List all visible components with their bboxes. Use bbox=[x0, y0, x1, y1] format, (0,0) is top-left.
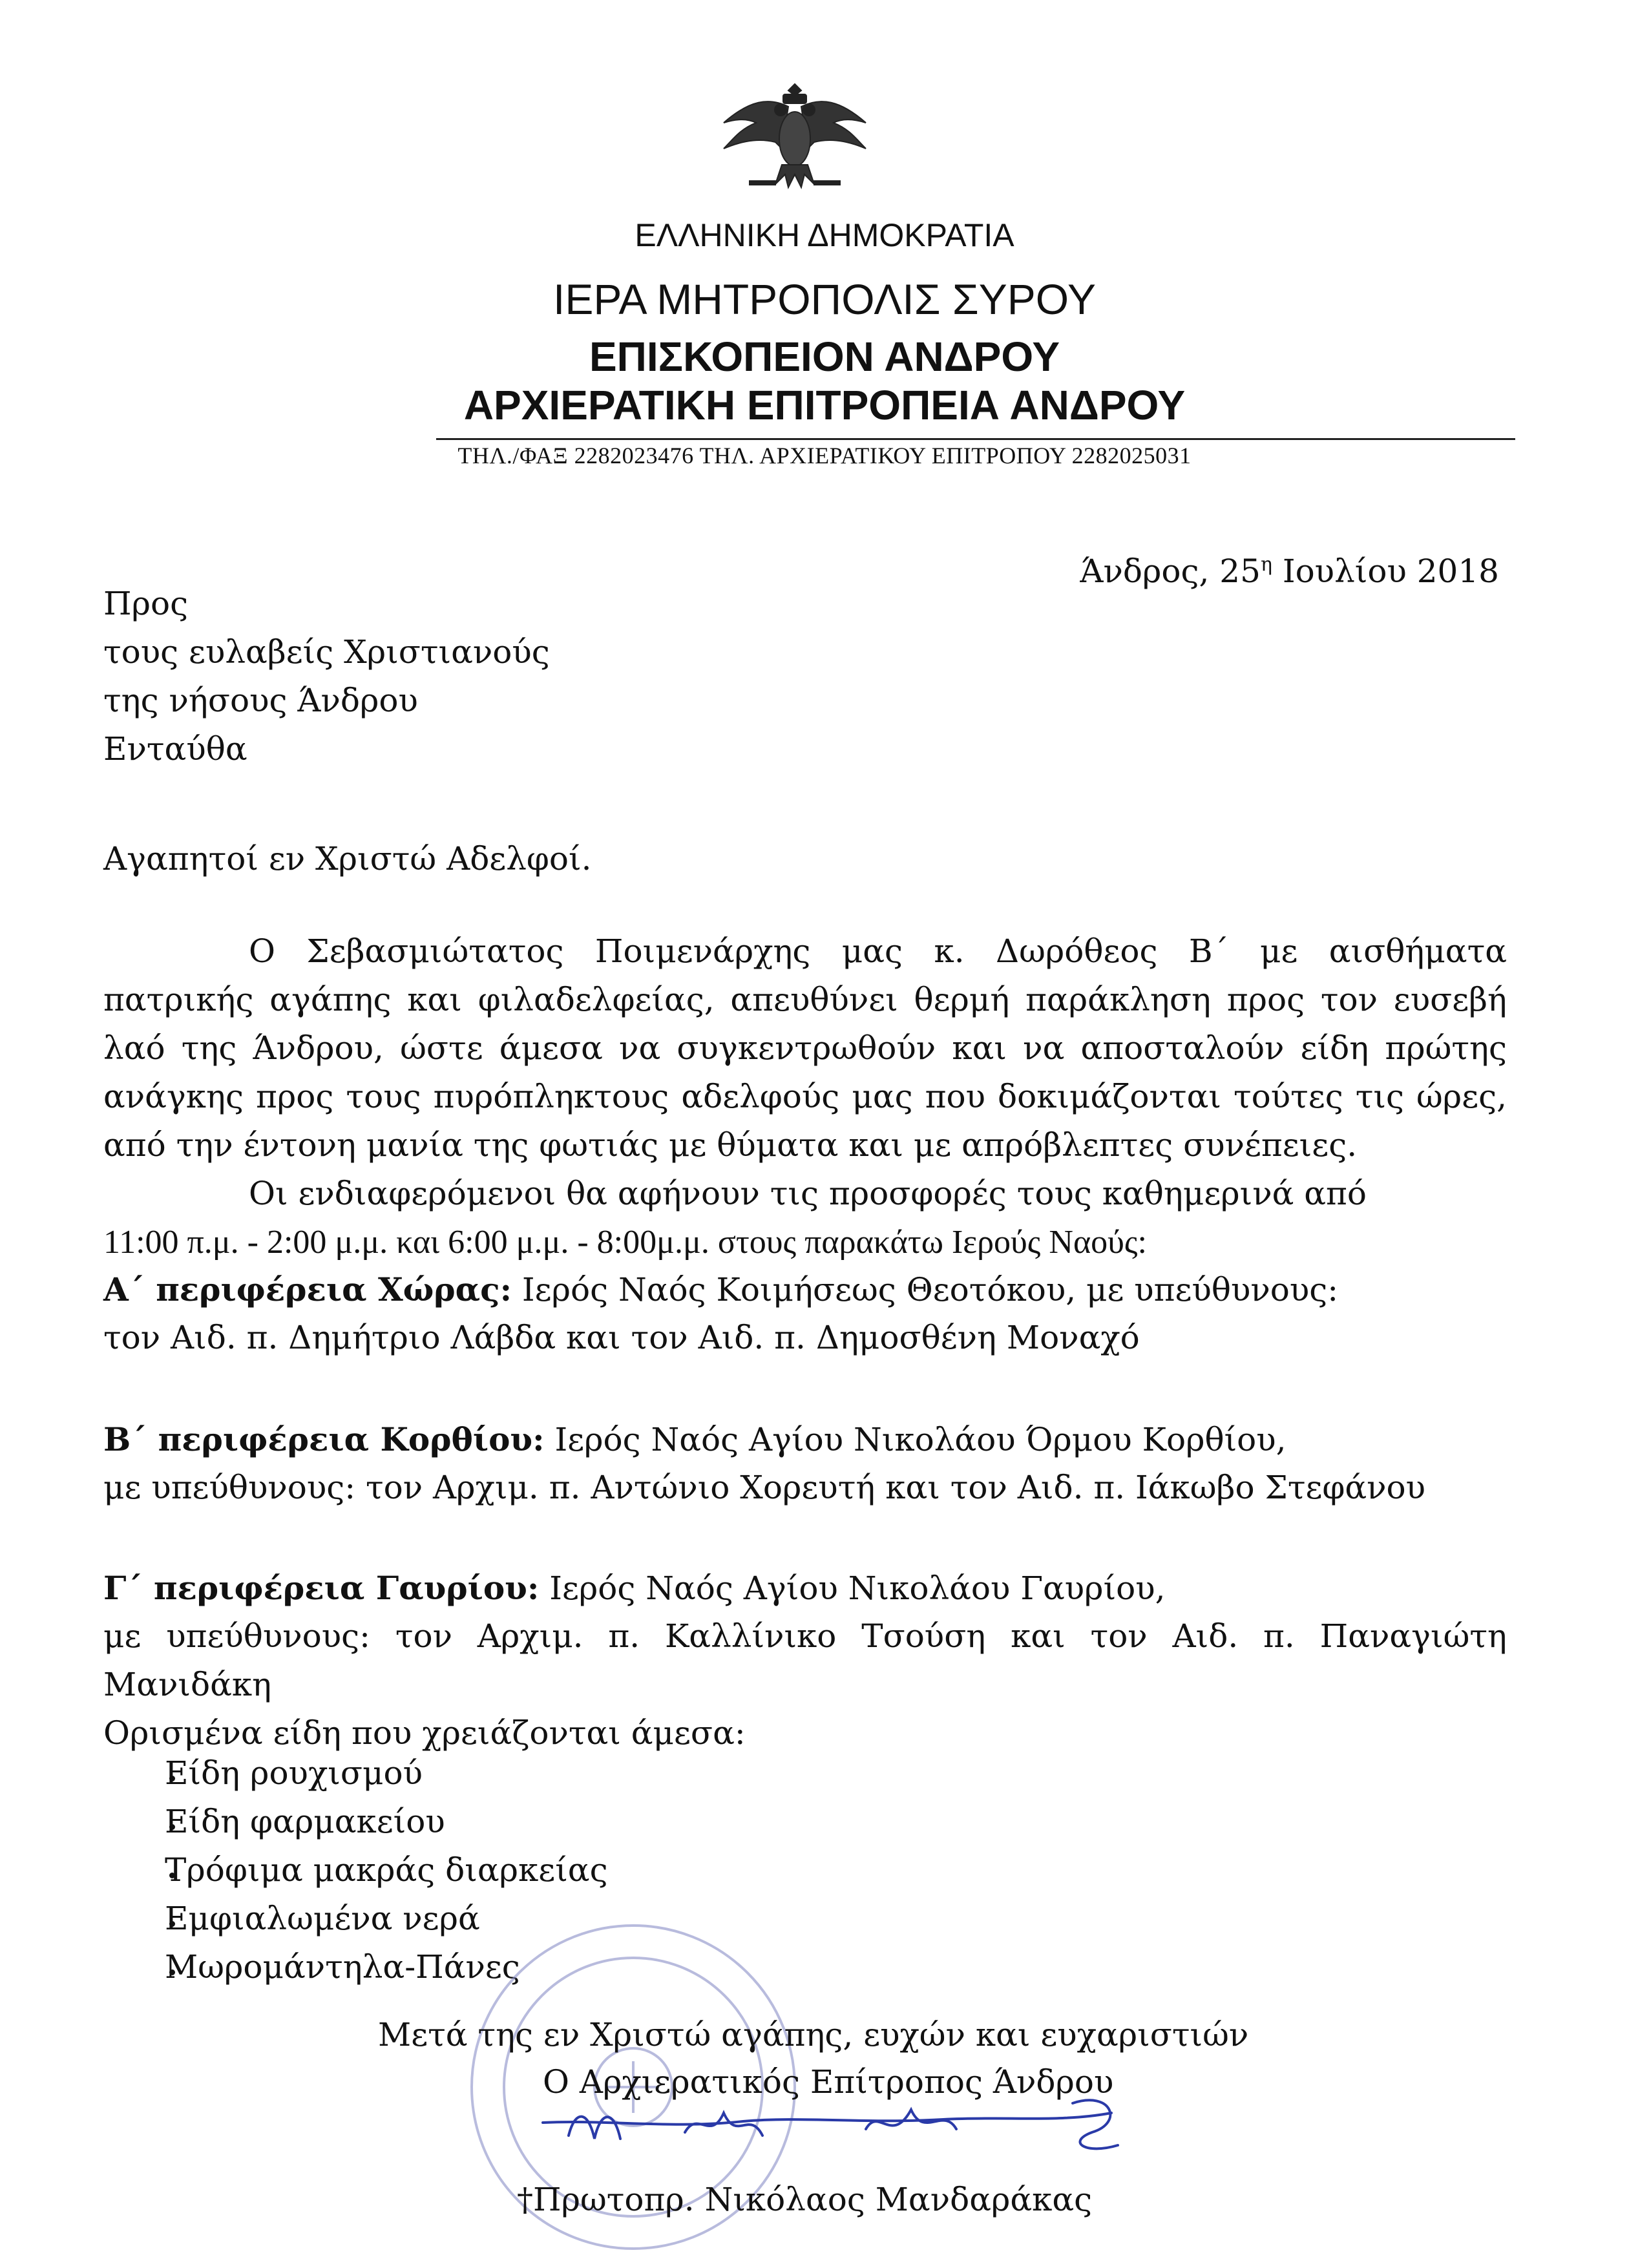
body-p2-line-1: Οι ενδιαφερόμενοι θα αφήνουν τις προσφορές τους καθημερινά από bbox=[249, 1175, 1367, 1212]
metropolis-heading: ΙΕΡΑ ΜΗΤΡΟΠΟΛΙΣ ΣΥΡΟΥ bbox=[553, 275, 1096, 323]
region-a-line-2: τον Αιδ. π. Δημήτριο Λάβδα και τον Αιδ. π. Δημοσθένη Μοναχό bbox=[103, 1319, 1140, 1356]
region-b-label: Β΄ περιφέρεια Κορθίου: bbox=[103, 1420, 545, 1458]
region-b-text: Ιερός Ναός Αγίου Νικολάου Όρμου Κορθίου, bbox=[544, 1421, 1287, 1458]
salutation: Αγαπητοί εν Χριστώ Αδελφοί. bbox=[103, 840, 592, 877]
letter-date bbox=[982, 552, 1499, 590]
body-p1-line-5: από την έντονη μανία της φωτιάς με θύματα και με απρόβλεπτες συνέπειες. bbox=[103, 1126, 1358, 1164]
needs-item: Εμφιαλωμένα νερά bbox=[165, 1900, 480, 1937]
region-b bbox=[103, 1415, 1507, 1464]
needs-item: Μωρομάντηλα-Πάνες bbox=[165, 1948, 520, 1986]
date-rest: Ιουλίου 2018 bbox=[1272, 552, 1499, 590]
signer-name: †Πρωτοπρ. Νικόλαος Μανδαράκας bbox=[517, 2181, 1093, 2218]
region-c bbox=[103, 1564, 1507, 1613]
date-place-day: Άνδρος, 25 bbox=[1080, 552, 1261, 590]
committee-heading: ΑΡΧΙΕΡΑΤΙΚΗ ΕΠΙΤΡΟΠΕΙΑ ΑΝΔΡΟΥ bbox=[463, 382, 1186, 428]
region-a bbox=[103, 1265, 1507, 1314]
needs-item: Είδη ρουχισμού bbox=[165, 1754, 423, 1792]
recipient-line-3: της νήσους Άνδρου bbox=[103, 682, 418, 719]
recipient-line-1: Προς bbox=[103, 585, 189, 622]
needs-item: Είδη φαρμακείου bbox=[165, 1803, 445, 1840]
body-p1-line-3: λαό της Άνδρου, ώστε άμεσα να συγκεντρωθούν και να αποσταλούν είδη πρώτης bbox=[103, 1029, 1507, 1067]
body-p2-line-2: 11:00 π.μ. - 2:00 μ.μ. και 6:00 μ.μ. - 8:00μ.μ. στους παρακάτω Ιερούς Ναούς: bbox=[103, 1224, 1147, 1261]
body-p1-line-4: ανάγκης προς τους πυρόπληκτους αδελφούς μας που δοκιμάζονται τούτες τις ώρες, bbox=[103, 1078, 1507, 1115]
region-a-label: Α΄ περιφέρεια Χώρας: bbox=[103, 1270, 512, 1308]
bishopric-heading: ΕΠΙΣΚΟΠΕΙΟΝ ΑΝΔΡΟΥ bbox=[589, 333, 1060, 380]
double-headed-eagle-emblem-icon bbox=[711, 78, 879, 200]
country-heading: ΕΛΛΗΝΙΚΗ ΔΗΜΟΚΡΑΤΙΑ bbox=[635, 217, 1014, 253]
recipient-line-2: τους ευλαβείς Χριστιανούς bbox=[103, 633, 550, 671]
closing-line-1: Μετά της εν Χριστώ αγάπης, ευχών και ευχαριστιών bbox=[378, 2016, 1249, 2053]
needs-item: Τρόφιμα μακράς διαρκείας bbox=[165, 1851, 608, 1889]
region-c-label: Γ΄ περιφέρεια Γαυρίου: bbox=[103, 1569, 540, 1607]
recipient-line-4: Ενταύθα bbox=[103, 730, 247, 768]
region-c-text: Ιερός Ναός Αγίου Νικολάου Γαυρίου, bbox=[539, 1570, 1166, 1607]
region-a-text: Ιερός Ναός Κοιμήσεως Θεοτόκου, με υπεύθυνους: bbox=[512, 1271, 1339, 1308]
region-c-line-2: με υπεύθυνους: τον Αρχιμ. π. Καλλίνικο Τσούση και τον Αιδ. π. Παναγιώτη bbox=[103, 1617, 1507, 1655]
body-p1-line-2: πατρικής αγάπης και φιλαδελφείας, απευθύνει θερμή παράκληση προς τον ευσεβή bbox=[103, 981, 1507, 1018]
date-day-suffix: η bbox=[1260, 553, 1272, 576]
body-p1-line-1: Ο Σεβασμιώτατος Ποιμενάρχης μας κ. Δωρόθεος Β΄ με αισθήματα bbox=[249, 932, 1507, 970]
handwritten-signature-icon bbox=[530, 2084, 1144, 2161]
region-b-line-2: με υπεύθυνους: τον Αρχιμ. π. Αντώνιο Χορευτή και τον Αιδ. π. Ιάκωβο Στεφάνου bbox=[103, 1469, 1426, 1506]
region-c-line-3: Μανιδάκη bbox=[103, 1666, 272, 1703]
header-divider bbox=[436, 438, 1515, 440]
contact-phones: ΤΗΛ./ΦΑΞ 2282023476 ΤΗΛ. ΑΡΧΙΕΡΑΤΙΚΟΥ ΕΠΙΤΡΟΠΟΥ 2282025031 bbox=[457, 443, 1192, 468]
closing-line-2: Ο Αρχιερατικός Επίτροπος Άνδρου bbox=[543, 2063, 1114, 2101]
needs-intro: Ορισμένα είδη που χρειάζονται άμεσα: bbox=[103, 1714, 746, 1752]
